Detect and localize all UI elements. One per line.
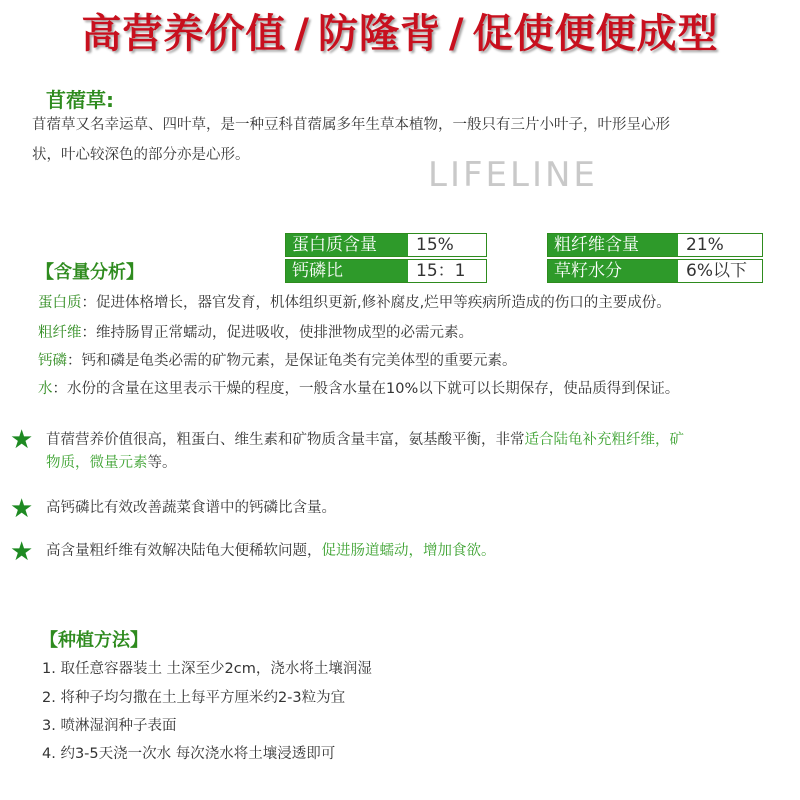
analysis-text: ：钙和磷是龟类必需的矿物元素，是保证龟类有完美体型的重要元素。 (67, 353, 517, 369)
nutrition-label: 钙磷比 (286, 260, 408, 282)
feature-line-fiber (46, 539, 496, 563)
feature-line-ca-p: 高钙磷比有效改善蔬菜食谱中的钙磷比含量。 (46, 500, 336, 516)
nutrition-value: 21% (678, 234, 732, 256)
analysis-key: 蛋白质 (38, 295, 82, 311)
planting-step-3: 3. 喷淋湿润种子表面 (42, 718, 177, 734)
feature-highlight: 促进肠道蠕动，增加食欲。 (321, 543, 496, 559)
star-icon: ★ (10, 494, 34, 524)
analysis-text: ：水份的含量在这里表示干燥的程度，一般含水量在10%以下就可以长期保存，使品质得到保证。 (52, 381, 680, 397)
feature-line-nutrition (46, 428, 684, 452)
feature-text: 高含量粗纤维有效解决陆龟大便稀软问题， (46, 543, 322, 559)
feature-line-nutrition-cont (46, 451, 177, 475)
planting-heading: 【种植方法】 (40, 630, 148, 651)
watermark: LIFELINE (428, 155, 598, 195)
analysis-line-water (38, 378, 679, 400)
nutrition-label: 草籽水分 (548, 260, 678, 282)
title-part-nutrition: 高营养价值 (81, 11, 287, 57)
nutrition-box-protein (285, 233, 487, 257)
planting-step-4: 4. 约3-5天浇一次水 每次浇水将土壤浸透即可 (42, 746, 336, 762)
alfalfa-description-line1: 苜蓿草又名幸运草、四叶草，是一种豆科苜蓿属多年生草本植物，一般只有三片小叶子，叶形呈心形 (32, 117, 670, 133)
nutrition-value: 15% (408, 234, 462, 256)
nutrition-box-moisture (547, 259, 763, 283)
planting-step-2: 2. 将种子均匀撒在土上每平方厘米约2-3粒为宜 (42, 690, 346, 706)
feature-text: 等。 (147, 455, 177, 471)
analysis-line-fiber (38, 322, 473, 344)
feature-text: 苜蓿营养价值很高，粗蛋白、维生素和矿物质含量丰富，氨基酸平衡，非常 (46, 432, 525, 448)
nutrition-label: 粗纤维含量 (548, 234, 678, 256)
analysis-key: 钙磷 (38, 353, 67, 369)
title-separator: / (294, 11, 310, 57)
alfalfa-description-line2: 状，叶心较深色的部分亦是心形。 (32, 147, 250, 163)
analysis-text: ：维持肠胃正常蠕动，促进吸收，使排泄物成型的必需元素。 (81, 325, 473, 341)
analysis-line-protein (38, 292, 671, 314)
nutrition-value: 15：1 (408, 260, 473, 282)
analysis-key: 粗纤维 (38, 325, 82, 341)
title-separator: / (449, 11, 465, 57)
content-analysis-heading: 【含量分析】 (36, 262, 144, 283)
title-part-stool: 促使便便成型 (472, 11, 719, 57)
analysis-line-ca-p (38, 350, 517, 372)
feature-highlight: 适合陆龟补充粗纤维，矿 (524, 432, 684, 448)
analysis-text: ：促进体格增长，器官发育，机体组织更新,修补腐皮,烂甲等疾病所造成的伤口的主要成份。 (81, 295, 671, 311)
star-icon: ★ (10, 425, 34, 455)
title-part-hunchback: 防隆背 (318, 11, 441, 57)
nutrition-label: 蛋白质含量 (286, 234, 408, 256)
feature-highlight: 物质，微量元素 (46, 455, 148, 471)
alfalfa-heading: 苜蓿草: (46, 88, 114, 112)
planting-step-1: 1. 取任意容器装土 土深至少2cm，浇水将土壤润湿 (42, 661, 372, 677)
page-title (0, 2, 800, 59)
nutrition-box-ca-p-ratio (285, 259, 487, 283)
nutrition-value: 6%以下 (678, 260, 755, 282)
star-icon: ★ (10, 537, 34, 567)
nutrition-box-fiber (547, 233, 763, 257)
analysis-key: 水 (38, 381, 53, 397)
